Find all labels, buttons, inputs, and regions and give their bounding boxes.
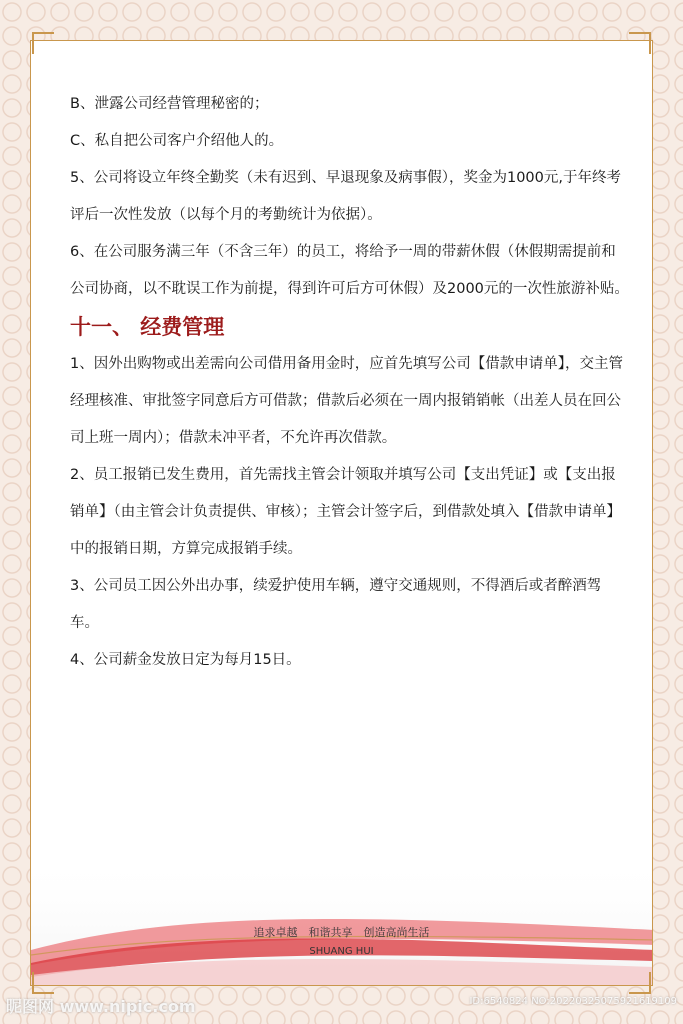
- section-heading: 十一、 经费管理: [70, 315, 225, 339]
- site-watermark: 昵图网 www.nipic.com: [6, 997, 196, 1016]
- paragraph: 1、因外出购物或出差需向公司借用备用金时，应首先填写公司【借款申请单】，交主管经理核准、审批签字同意后方可借款；借款后必须在一周内报销销帐（出差人员在回公司上班一周内）；借款未冲平者，不允许再次借款。: [70, 356, 623, 446]
- paragraph: B、泄露公司经营管理秘密的；: [70, 96, 269, 112]
- paragraph: 4、公司薪金发放日定为每月15日。: [70, 652, 301, 668]
- document-body: [70, 86, 630, 679]
- frame-corner-ornament: [629, 972, 651, 994]
- paragraph: 6、在公司服务满三年（不含三年）的员工，将给予一周的带薪休假（休假期需提前和公司协商，以不耽误工作为前提，得到许可后方可休假）及2000元的一次性旅游补贴。: [70, 244, 629, 297]
- red-swoosh-decoration: [31, 855, 653, 985]
- paragraph: 3、公司员工因公外出办事，续爱护使用车辆，遵守交通规则，不得酒后或者醉酒驾车。: [70, 578, 602, 631]
- frame-corner-ornament: [629, 32, 651, 54]
- footer-brand: SHUANG HUI: [309, 946, 374, 957]
- footer-slogan: 追求卓越 和谐共享 创造高尚生活: [253, 926, 430, 939]
- frame-corner-ornament: [32, 972, 54, 994]
- paragraph: C、私自把公司客户介绍他人的。: [70, 133, 284, 149]
- frame-corner-ornament: [32, 32, 54, 54]
- image-id-watermark: ID:6540824 NO:20220325075921619109: [469, 996, 677, 1007]
- paragraph: 5、公司将设立年终全勤奖（未有迟到、早退现象及病事假），奖金为1000元,于年终考评后一次性发放（以每个月的考勤统计为依据）。: [70, 170, 621, 223]
- paragraph: 2、员工报销已发生费用，首先需找主管会计领取并填写公司【支出凭证】或【支出报销单】（由主管会计负责提供、审核）；主管会计签字后，到借款处填入【借款申请单】中的报销日期，方算完成报销手续。: [70, 467, 621, 557]
